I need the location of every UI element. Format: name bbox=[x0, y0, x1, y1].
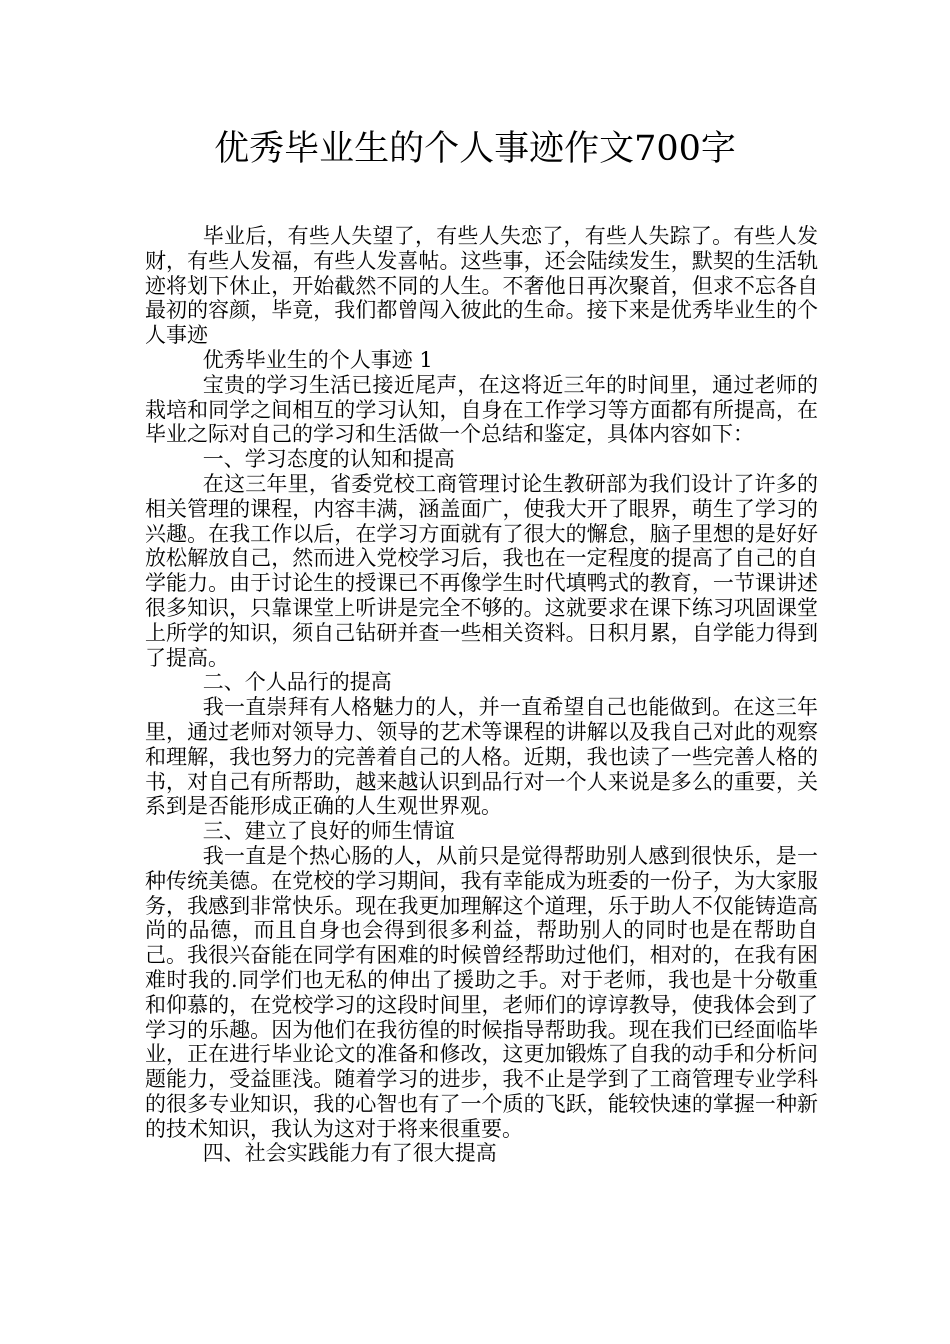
document-title: 优秀毕业生的个人事迹作文700字 bbox=[214, 129, 736, 169]
paragraph-personal-conduct: 我一直崇拜有人格魅力的人，并一直希望自己也能做到。在这三年里，通过老师对领导力、领导的艺术等课程的讲解以及我自己对此的观察和理解，我也努力的完善着自己的人格。近期，我也读了一些完善人格的书，对自己有所帮助，越来越认识到品行对一个人来说是多么的重要，关系到是否能形成正确的人生观世界观。 bbox=[145, 695, 818, 819]
section-heading-teacher-student: 三、建立了良好的师生情谊 bbox=[202, 819, 455, 844]
paragraph-study-attitude: 在这三年里，省委党校工商管理讨论生教研部为我们设计了许多的相关管理的课程，内容丰满，涵盖面广，使我大开了眼界，萌生了学习的兴趣。在我工作以后，在学习方面就有了很大的懈怠，脑子里想的是好好放松解放自己，然而进入党校学习后，我也在一定程度的提高了自己的自学能力。由于讨论生的授课已不再像学生时代填鸭式的教育，一节课讲述很多知识，只靠课堂上听讲是完全不够的。这就要求在课下练习巩固课堂上所学的知识，须自己钻研并查一些相关资料。日积月累，自学能力得到了提高。 bbox=[145, 471, 818, 670]
section-heading-deeds-1: 优秀毕业生的个人事迹 1 bbox=[202, 347, 433, 372]
paragraph-teacher-student: 我一直是个热心肠的人，从前只是觉得帮助别人感到很快乐，是一种传统美德。在党校的学习期间，我有幸能成为班委的一份子，为大家服务，我感到非常快乐。现在我更加理解这个道理，乐于助人不仅能铸造高尚的品德，而且自身也会得到很多利益，帮助别人的同时也是在帮助自己。我很兴奋能在同学有困难的时候曾经帮助过他们，相对的，在我有困难时我的.同学们也无私的伸出了援助之手。对于老师，我也是十分敬重和仰慕的，在党校学习的这段时间里，老师们的谆谆教导，使我体会到了学习的乐趣。因为他们在我彷徨的时候指导帮助我。现在我们已经面临毕业，正在进行毕业论文的准备和修改，这更加锻炼了自我的动手和分析问题能力，受益匪浅。随着学习的进步，我不止是学到了工商管理专业学科的很多专业知识，我的心智也有了一个质的飞跃，能较快速的掌握一种新的技术知识，我认为这对于将来很重要。 bbox=[145, 843, 818, 1141]
document-body bbox=[145, 224, 818, 1166]
intro-paragraph: 毕业后，有些人失望了，有些人失恋了，有些人失踪了。有些人发财，有些人发福，有些人发喜帖。这些事，还会陆续发生，默契的生活轨迹将划下休止，开始截然不同的人生。不奢他日再次聚首，但求不忘各自最初的容颜，毕竟，我们都曾闯入彼此的生命。接下来是优秀毕业生的个人事迹 bbox=[145, 224, 818, 348]
section-heading-study-attitude: 一、学习态度的认知和提高 bbox=[202, 447, 455, 472]
section-heading-social-practice: 四、社会实践能力有了很大提高 bbox=[202, 1141, 497, 1166]
section-heading-personal-conduct: 二、个人品行的提高 bbox=[202, 670, 392, 695]
paragraph-overview: 宝贵的学习生活已接近尾声，在这将近三年的时间里，通过老师的栽培和同学之间相互的学习认知，自身在工作学习等方面都有所提高，在毕业之际对自己的学习和生活做一个总结和鉴定，具体内容如下： bbox=[145, 372, 818, 447]
